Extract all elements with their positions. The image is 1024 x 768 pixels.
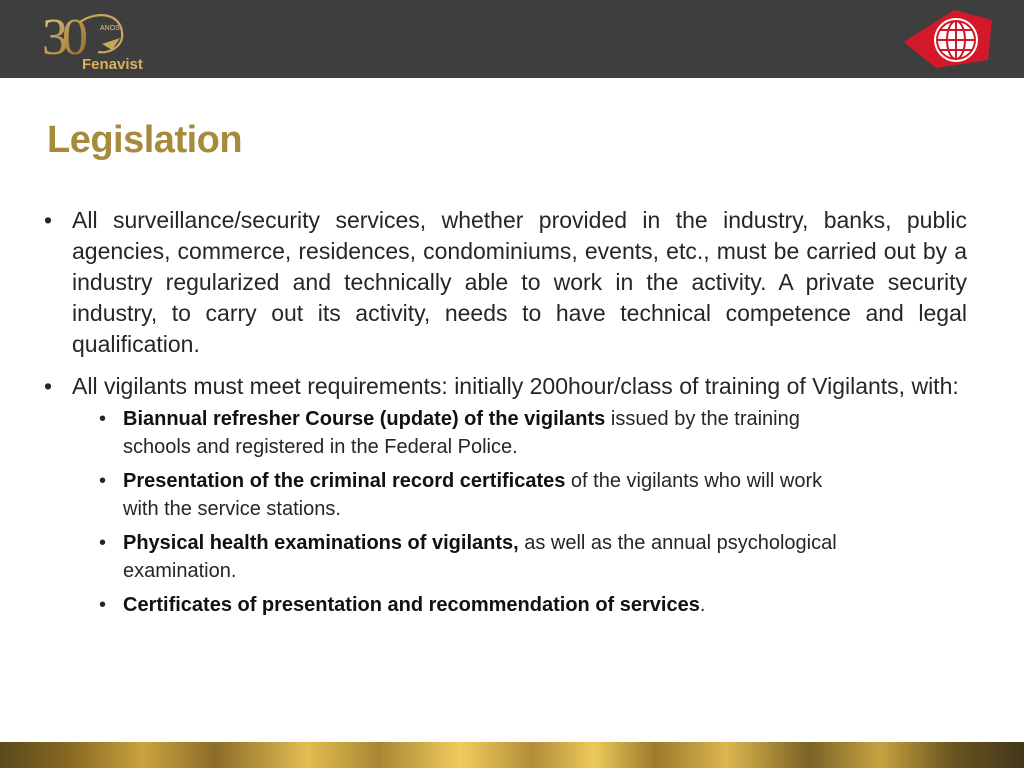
bullet-text: All vigilants must meet requirements: initially 200hour/class of training of Vigilants, with: bbox=[72, 373, 959, 399]
sub-bullet-text: as well as the annual psychological examination. bbox=[123, 532, 837, 582]
sub-list-item bbox=[72, 405, 862, 461]
globe-emblem-icon bbox=[896, 6, 996, 72]
sub-list-item bbox=[72, 467, 862, 523]
bullet-icon: • bbox=[99, 408, 107, 430]
list-item bbox=[42, 371, 967, 619]
bullet-text: All surveillance/security services, whether provided in the industry, banks, public agencies, commerce, residences, condominiums, events, etc., must be carried out by a industry regularized and technically able to work in the activity. A private security industry, to carry out its activity, needs to have technical competence and legal qualification. bbox=[72, 207, 967, 357]
sub-bullet-bold-text: Biannual refresher Course (update) of the vigilants bbox=[123, 408, 606, 430]
list-item bbox=[42, 205, 967, 360]
footer-gold-bar bbox=[0, 742, 1024, 768]
fenavist-30-anos-logo bbox=[40, 4, 160, 74]
bullet-icon: • bbox=[99, 470, 107, 492]
logo-brand-text: Fenavist bbox=[82, 56, 143, 73]
sub-bullet-text: issued by the training schools and registered in the Federal Police. bbox=[123, 408, 800, 458]
sub-bullet-list bbox=[72, 405, 862, 619]
sub-bullet-text: . bbox=[699, 594, 706, 616]
fenavist-logo-graphic bbox=[40, 4, 160, 74]
header-bar bbox=[0, 0, 1024, 78]
bullet-icon: • bbox=[99, 594, 107, 616]
sub-list-item bbox=[72, 591, 862, 619]
bullet-list bbox=[42, 205, 967, 619]
bullet-icon: • bbox=[44, 373, 53, 399]
logo-anos-text: ANOS bbox=[100, 25, 120, 32]
content-area bbox=[42, 205, 967, 630]
bullet-icon: • bbox=[99, 532, 107, 554]
sub-bullet-bold-text: Presentation of the criminal record certificates bbox=[123, 470, 566, 492]
sub-bullet-bold-text: Physical health examinations of vigilants, bbox=[123, 532, 519, 554]
sub-list-item bbox=[72, 529, 862, 585]
bullet-icon: • bbox=[44, 207, 53, 233]
page-title: Legislation bbox=[47, 119, 243, 161]
sub-bullet-bold-text: Certificates of presentation and recommendation of services bbox=[123, 594, 700, 616]
logo-numeral-text: 30 bbox=[42, 9, 82, 66]
sub-bullet-text: of the vigilants who will work with the service stations. bbox=[123, 470, 823, 520]
